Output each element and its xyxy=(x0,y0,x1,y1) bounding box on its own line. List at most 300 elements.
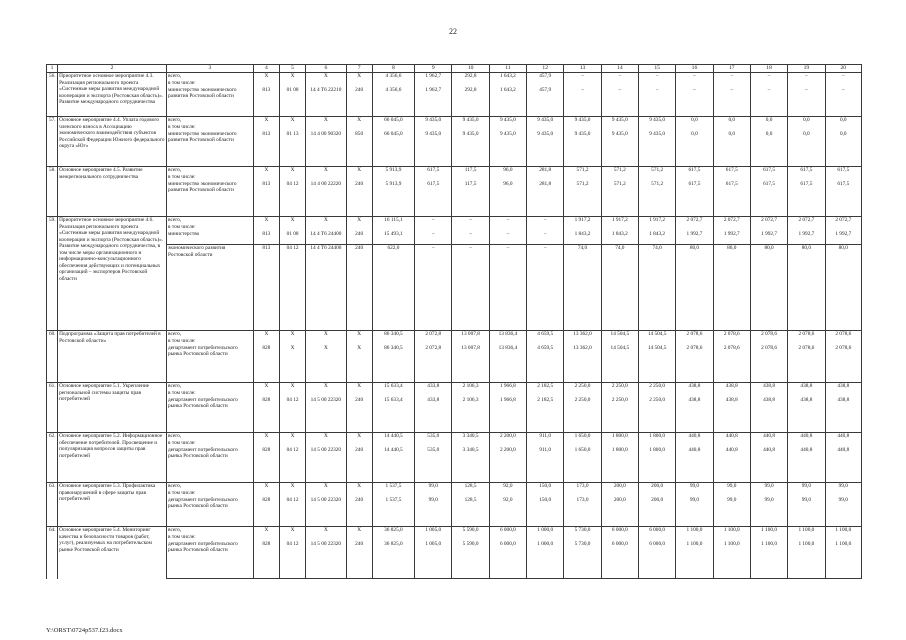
amount-cell: 1 100,0 xyxy=(713,541,750,579)
executor-cell: министерство экономического развития Ростовской области xyxy=(167,181,254,217)
amount-cell: 5 590,0 xyxy=(452,541,489,579)
expense-type-cell: 240 xyxy=(346,181,372,217)
amount-cell: 2 250,0 xyxy=(564,383,601,397)
grbs-code-cell: 813 xyxy=(253,181,279,217)
grbs-code-cell: X xyxy=(253,433,279,447)
amount-cell: 0,0 xyxy=(788,131,825,167)
section-code-cell: X xyxy=(279,167,305,181)
table-row xyxy=(47,483,862,497)
amount-cell: 1 800,0 xyxy=(601,447,638,483)
amount-cell: 200,0 xyxy=(638,497,675,527)
grbs-code-cell: X xyxy=(253,73,279,87)
amount-cell: 438,8 xyxy=(825,397,861,433)
row-number-cell: 60. xyxy=(47,331,58,383)
amount-cell: 13 836,4 xyxy=(489,345,526,383)
amount-cell: 2 106,3 xyxy=(452,383,489,397)
target-article-cell: X xyxy=(306,433,346,447)
executor-cell: всего, в том числе: xyxy=(167,217,254,231)
expense-type-cell: X xyxy=(346,73,372,87)
amount-cell: 9 435,0 xyxy=(601,117,638,131)
amount-cell: 1 100,0 xyxy=(750,541,787,579)
expense-type-cell: X xyxy=(346,117,372,131)
budget-table xyxy=(46,64,862,579)
amount-cell: 457,9 xyxy=(527,73,564,87)
table-row xyxy=(47,117,862,131)
amount-cell: 117,5 xyxy=(452,167,489,181)
amount-cell: 440,8 xyxy=(750,433,787,447)
amount-cell: 9 435,0 xyxy=(489,117,526,131)
target-article-cell: 14 4 Т6 24400 xyxy=(306,245,346,331)
amount-cell: 99,0 xyxy=(788,483,825,497)
column-number-cell: 14 xyxy=(601,65,638,73)
row-number-cell: 64. xyxy=(47,527,58,579)
amount-cell: 617,5 xyxy=(415,181,452,217)
amount-cell: 9 435,0 xyxy=(527,131,564,167)
amount-cell: 4 356,6 xyxy=(372,87,414,117)
expense-type-cell: X xyxy=(346,483,372,497)
target-article-cell: X xyxy=(306,167,346,181)
amount-cell: 2 106,3 xyxy=(452,397,489,433)
section-code-cell: X xyxy=(279,433,305,447)
amount-cell: 2 250,0 xyxy=(564,397,601,433)
amount-cell: 1 966,8 xyxy=(489,397,526,433)
amount-cell: 2 072,7 xyxy=(750,217,787,231)
amount-cell: 440,8 xyxy=(676,447,713,483)
amount-cell: 535,0 xyxy=(415,433,452,447)
page-number: 22 xyxy=(449,27,457,36)
amount-cell: 15 633,4 xyxy=(372,383,414,397)
amount-cell: 96,0 xyxy=(489,167,526,181)
column-number-cell: 16 xyxy=(676,65,713,73)
amount-cell: 438,8 xyxy=(676,397,713,433)
amount-cell: 150,0 xyxy=(527,497,564,527)
amount-cell: 173,0 xyxy=(564,497,601,527)
amount-cell: 150,0 xyxy=(527,483,564,497)
amount-cell: 36 825,0 xyxy=(372,541,414,579)
section-code-cell: 04 12 xyxy=(279,447,305,483)
grbs-code-cell: 813 xyxy=(253,131,279,167)
amount-cell: 911,0 xyxy=(527,447,564,483)
amount-cell: 438,8 xyxy=(713,383,750,397)
target-article-cell: X xyxy=(306,331,346,345)
amount-cell: 9 435,0 xyxy=(489,131,526,167)
grbs-code-cell: 828 xyxy=(253,447,279,483)
amount-cell: – xyxy=(527,245,564,331)
amount-cell: 2 182,5 xyxy=(527,383,564,397)
grbs-code-cell: X xyxy=(253,167,279,181)
amount-cell: – xyxy=(415,217,452,231)
column-number-cell: 19 xyxy=(788,65,825,73)
amount-cell: 3 340,5 xyxy=(452,433,489,447)
amount-cell: 1 992,7 xyxy=(788,231,825,245)
amount-cell: – xyxy=(489,245,526,331)
column-number-cell: 2 xyxy=(58,65,167,73)
amount-cell: 438,8 xyxy=(713,397,750,433)
column-number-cell: 8 xyxy=(372,65,414,73)
amount-cell: 2 182,5 xyxy=(527,397,564,433)
measure-name-cell: Основное мероприятие 4.4. Уплата годового членского взноса в Ассоциацию экономического взаимодействия субъектов Российской Федерации Южного федерального округа «Юг» xyxy=(58,117,167,167)
amount-cell: 99,0 xyxy=(713,497,750,527)
amount-cell: 80,0 xyxy=(676,245,713,331)
amount-cell: 2 250,0 xyxy=(638,383,675,397)
grbs-code-cell: 828 xyxy=(253,397,279,433)
amount-cell: 1 917,2 xyxy=(638,217,675,231)
executor-cell: экономического развития Ростовской области xyxy=(167,245,254,331)
amount-cell: 99,0 xyxy=(415,483,452,497)
executor-cell: всего, в том числе: xyxy=(167,117,254,131)
amount-cell: 200,0 xyxy=(638,483,675,497)
amount-cell: 2 072,8 xyxy=(415,345,452,383)
column-number-cell: 3 xyxy=(167,65,254,73)
amount-cell: 1 537,5 xyxy=(372,497,414,527)
table-row xyxy=(47,231,862,245)
table-row xyxy=(47,167,862,181)
amount-cell: 15 493,1 xyxy=(372,231,414,245)
section-code-cell: X xyxy=(279,217,305,231)
amount-cell: 80,0 xyxy=(825,245,861,331)
amount-cell: 571,2 xyxy=(638,167,675,181)
amount-cell: 1 800,0 xyxy=(601,433,638,447)
amount-cell: 433,8 xyxy=(415,397,452,433)
grbs-code-cell: X xyxy=(253,527,279,541)
amount-cell: 2 078,6 xyxy=(788,345,825,383)
amount-cell: 66 045,0 xyxy=(372,131,414,167)
amount-cell: 281,8 xyxy=(527,181,564,217)
executor-cell: всего, в том числе: xyxy=(167,73,254,87)
amount-cell: 2 078,6 xyxy=(750,331,787,345)
amount-cell: 571,2 xyxy=(564,181,601,217)
amount-cell: 617,5 xyxy=(713,167,750,181)
amount-cell: – xyxy=(638,87,675,117)
amount-cell: 1 100,0 xyxy=(676,527,713,541)
amount-cell: 2 078,6 xyxy=(825,331,861,345)
amount-cell: – xyxy=(452,231,489,245)
amount-cell: 438,8 xyxy=(750,383,787,397)
amount-cell: 14 504,5 xyxy=(638,331,675,345)
target-article-cell: X xyxy=(306,117,346,131)
column-number-cell: 13 xyxy=(564,65,601,73)
amount-cell: 2 078,6 xyxy=(750,345,787,383)
amount-cell: 2 078,6 xyxy=(788,331,825,345)
section-code-cell: X xyxy=(279,345,305,383)
target-article-cell: 14 4 00 90320 xyxy=(306,131,346,167)
amount-cell: 617,5 xyxy=(713,181,750,217)
amount-cell: – xyxy=(564,73,601,87)
amount-cell: 36 825,0 xyxy=(372,527,414,541)
table-row xyxy=(47,73,862,87)
table-row xyxy=(47,331,862,345)
row-number-cell: 58. xyxy=(47,167,58,217)
amount-cell: 1 917,2 xyxy=(564,217,601,231)
amount-cell: 14 504,5 xyxy=(638,345,675,383)
column-number-cell: 17 xyxy=(713,65,750,73)
section-code-cell: X xyxy=(279,73,305,87)
amount-cell: 1 992,7 xyxy=(676,231,713,245)
amount-cell: 1 100,0 xyxy=(788,541,825,579)
amount-cell: 2 250,0 xyxy=(601,383,638,397)
section-code-cell: X xyxy=(279,483,305,497)
amount-cell: 1 800,0 xyxy=(638,447,675,483)
amount-cell: 96,0 xyxy=(489,181,526,217)
executor-cell: департамент потребительского рынка Ростовской области xyxy=(167,397,254,433)
amount-cell: 0,0 xyxy=(750,131,787,167)
table-row xyxy=(47,345,862,383)
column-number-cell: 4 xyxy=(253,65,279,73)
amount-cell: 440,8 xyxy=(825,433,861,447)
amount-cell: 0,0 xyxy=(788,117,825,131)
section-code-cell: 04 12 xyxy=(279,541,305,579)
amount-cell: – xyxy=(601,87,638,117)
amount-cell: – xyxy=(489,217,526,231)
amount-cell: 438,8 xyxy=(788,383,825,397)
amount-cell: 5 913,9 xyxy=(372,181,414,217)
grbs-code-cell: 828 xyxy=(253,541,279,579)
amount-cell: 16 115,1 xyxy=(372,217,414,231)
section-code-cell: 04 12 xyxy=(279,397,305,433)
grbs-code-cell: X xyxy=(253,383,279,397)
measure-name-cell: Приоритетное основное мероприятие 4.6. Реализация регионального проекта «Системные меры развития международной кооперации и экспорта (Ростовская область)». Развитие международного сотрудничества, в том числе меры организационного и информационно-консультационного обеспечения действующих и потенциальных организаций – экспортеров Ростовской области xyxy=(58,217,167,331)
amount-cell: 1 000,0 xyxy=(527,541,564,579)
executor-cell: всего, в том числе: xyxy=(167,383,254,397)
measure-name-cell: Основное мероприятие 5.4. Мониторинг качества и безопасности товаров (работ, услуг), реализуемых на потребительском рынке Ростовской области xyxy=(58,527,167,579)
target-article-cell: 14 4 Т6 22210 xyxy=(306,87,346,117)
column-number-cell: 10 xyxy=(452,65,489,73)
amount-cell: 535,0 xyxy=(415,447,452,483)
expense-type-cell: 240 xyxy=(346,87,372,117)
target-article-cell: 14 5 00 22320 xyxy=(306,497,346,527)
amount-cell: 80,0 xyxy=(713,245,750,331)
amount-cell: 99,0 xyxy=(415,497,452,527)
expense-type-cell: X xyxy=(346,331,372,345)
amount-cell: 99,0 xyxy=(676,483,713,497)
table-row xyxy=(47,397,862,433)
amount-cell: 1 843,2 xyxy=(564,231,601,245)
amount-cell: 617,5 xyxy=(825,167,861,181)
amount-cell: 438,8 xyxy=(750,397,787,433)
amount-cell: 2 072,7 xyxy=(676,217,713,231)
amount-cell: 2 072,7 xyxy=(825,217,861,231)
amount-cell: 200,0 xyxy=(601,497,638,527)
amount-cell: 13 362,0 xyxy=(564,345,601,383)
expense-type-cell: X xyxy=(346,383,372,397)
amount-cell: – xyxy=(638,73,675,87)
column-number-cell: 1 xyxy=(47,65,58,73)
amount-cell: 0,0 xyxy=(750,117,787,131)
amount-cell: 14 504,5 xyxy=(601,345,638,383)
footer-file-path: Y:\ORST\0724p537.f23.docx xyxy=(46,627,123,634)
row-number-cell: 61. xyxy=(47,383,58,433)
amount-cell: 117,5 xyxy=(452,181,489,217)
amount-cell: 571,2 xyxy=(601,167,638,181)
target-article-cell: X xyxy=(306,527,346,541)
row-number-cell: 62. xyxy=(47,433,58,483)
amount-cell: 80,0 xyxy=(788,245,825,331)
table-row xyxy=(47,245,862,331)
amount-cell: 9 435,0 xyxy=(564,117,601,131)
amount-cell: 92,0 xyxy=(489,497,526,527)
executor-cell: департамент потребительского рынка Ростовской области xyxy=(167,345,254,383)
amount-cell: 9 435,0 xyxy=(452,131,489,167)
section-code-cell: 04 12 xyxy=(279,181,305,217)
amount-cell: 617,5 xyxy=(750,167,787,181)
column-number-cell: 15 xyxy=(638,65,675,73)
measure-name-cell: Основное мероприятие 4.5. Развитие межрегионального сотрудничества xyxy=(58,167,167,217)
amount-cell: 14 440,5 xyxy=(372,447,414,483)
amount-cell: 99,0 xyxy=(825,483,861,497)
grbs-code-cell: X xyxy=(253,217,279,231)
amount-cell: 1 005,0 xyxy=(415,541,452,579)
column-number-cell: 20 xyxy=(825,65,861,73)
amount-cell: 128,5 xyxy=(452,483,489,497)
table-row xyxy=(47,217,862,231)
amount-cell: 9 435,0 xyxy=(415,117,452,131)
expense-type-cell: 240 xyxy=(346,497,372,527)
amount-cell: 74,0 xyxy=(638,245,675,331)
amount-cell: 74,0 xyxy=(564,245,601,331)
amount-cell: 622,0 xyxy=(372,245,414,331)
expense-type-cell: 240 xyxy=(346,231,372,245)
amount-cell: 440,8 xyxy=(750,447,787,483)
amount-cell: 617,5 xyxy=(750,181,787,217)
executor-cell: всего, в том числе: xyxy=(167,331,254,345)
column-number-cell: 6 xyxy=(306,65,346,73)
amount-cell: 4 659,5 xyxy=(527,331,564,345)
amount-cell: 4 356,6 xyxy=(372,73,414,87)
column-number-cell: 7 xyxy=(346,65,372,73)
column-number-cell: 12 xyxy=(527,65,564,73)
amount-cell: 66 045,0 xyxy=(372,117,414,131)
expense-type-cell: X xyxy=(346,345,372,383)
amount-cell: 2 078,6 xyxy=(713,331,750,345)
amount-cell: – xyxy=(750,73,787,87)
amount-cell: – xyxy=(825,73,861,87)
amount-cell: 1 100,0 xyxy=(788,527,825,541)
amount-cell: 14 440,5 xyxy=(372,433,414,447)
amount-cell: 571,2 xyxy=(638,181,675,217)
section-code-cell: X xyxy=(279,527,305,541)
amount-cell: 571,2 xyxy=(564,167,601,181)
amount-cell: 440,8 xyxy=(825,447,861,483)
amount-cell: – xyxy=(415,231,452,245)
amount-cell: 2 250,0 xyxy=(638,397,675,433)
amount-cell: 2 078,6 xyxy=(713,345,750,383)
row-number-cell: 59. xyxy=(47,217,58,331)
amount-cell: 9 435,0 xyxy=(452,117,489,131)
amount-cell: – xyxy=(825,87,861,117)
target-article-cell: X xyxy=(306,383,346,397)
amount-cell: 74,0 xyxy=(601,245,638,331)
expense-type-cell: 850 xyxy=(346,131,372,167)
grbs-code-cell: 828 xyxy=(253,345,279,383)
column-number-cell: 9 xyxy=(415,65,452,73)
amount-cell: 13 362,0 xyxy=(564,331,601,345)
amount-cell: 1 650,0 xyxy=(564,447,601,483)
row-number-cell: 63. xyxy=(47,483,58,527)
amount-cell: – xyxy=(415,245,452,331)
amount-cell: 200,0 xyxy=(601,483,638,497)
amount-cell: 9 435,0 xyxy=(601,131,638,167)
amount-cell: 1 643,2 xyxy=(489,87,526,117)
amount-cell: 6 000,0 xyxy=(601,541,638,579)
amount-cell: – xyxy=(750,87,787,117)
amount-cell: 2 078,6 xyxy=(825,345,861,383)
executor-cell: департамент потребительского рынка Ростовской области xyxy=(167,497,254,527)
amount-cell: 15 633,4 xyxy=(372,397,414,433)
amount-cell: 0,0 xyxy=(713,117,750,131)
amount-cell: – xyxy=(527,217,564,231)
row-number-cell: 56. xyxy=(47,73,58,117)
executor-cell: всего, в том числе: xyxy=(167,527,254,541)
expense-type-cell: X xyxy=(346,167,372,181)
section-code-cell: X xyxy=(279,117,305,131)
amount-cell: 1 537,5 xyxy=(372,483,414,497)
amount-cell: 1 843,2 xyxy=(638,231,675,245)
section-code-cell: 01 08 xyxy=(279,231,305,245)
amount-cell: 2 078,6 xyxy=(676,331,713,345)
table-row xyxy=(47,383,862,397)
amount-cell: 1 100,0 xyxy=(750,527,787,541)
table-row xyxy=(47,181,862,217)
amount-cell: 2 072,8 xyxy=(415,331,452,345)
amount-cell: 440,8 xyxy=(788,447,825,483)
measure-name-cell: Приоритетное основное мероприятие 4.3. Реализация регионального проекта «Системные меры развития международной кооперации и экспорта (Ростовская область)». Развитие международного сотрудничества xyxy=(58,73,167,117)
amount-cell: 9 435,0 xyxy=(527,117,564,131)
executor-cell: всего, в том числе: xyxy=(167,167,254,181)
amount-cell: 14 504,5 xyxy=(601,331,638,345)
amount-cell: 1 843,2 xyxy=(601,231,638,245)
grbs-code-cell: 813 xyxy=(253,231,279,245)
section-code-cell: 01 08 xyxy=(279,87,305,117)
amount-cell: – xyxy=(527,231,564,245)
table-row xyxy=(47,541,862,579)
amount-cell: 3 340,5 xyxy=(452,447,489,483)
table-row xyxy=(47,433,862,447)
amount-cell: 2 078,6 xyxy=(676,345,713,383)
section-code-cell: 01 13 xyxy=(279,131,305,167)
amount-cell: 911,0 xyxy=(527,433,564,447)
grbs-code-cell: X xyxy=(253,331,279,345)
section-code-cell: X xyxy=(279,331,305,345)
amount-cell: 292,8 xyxy=(452,87,489,117)
amount-cell: – xyxy=(452,217,489,231)
budget-table-container xyxy=(46,64,862,579)
amount-cell: 1 966,8 xyxy=(489,383,526,397)
grbs-code-cell: X xyxy=(253,483,279,497)
amount-cell: 1 100,0 xyxy=(825,541,861,579)
expense-type-cell: 240 xyxy=(346,541,372,579)
amount-cell: 1 800,0 xyxy=(638,433,675,447)
target-article-cell: X xyxy=(306,73,346,87)
amount-cell: – xyxy=(564,87,601,117)
amount-cell: 9 435,0 xyxy=(564,131,601,167)
section-code-cell: 04 12 xyxy=(279,497,305,527)
measure-name-cell: Основное мероприятие 5.2. Информационное обеспечение потребителей. Просвещение и популяризация вопросов защиты прав потребителей xyxy=(58,433,167,483)
executor-cell: всего, в том числе: xyxy=(167,433,254,447)
amount-cell: 1 100,0 xyxy=(676,541,713,579)
amount-cell: 440,8 xyxy=(713,447,750,483)
measure-name-cell: Основное мероприятие 5.1. Укрепление региональной системы защиты прав потребителей xyxy=(58,383,167,433)
amount-cell: 0,0 xyxy=(825,117,861,131)
amount-cell: 0,0 xyxy=(713,131,750,167)
amount-cell: – xyxy=(489,231,526,245)
expense-type-cell: X xyxy=(346,217,372,231)
amount-cell: 1 650,0 xyxy=(564,433,601,447)
amount-cell: 617,5 xyxy=(415,167,452,181)
amount-cell: 6 000,0 xyxy=(489,541,526,579)
amount-cell: 1 962,7 xyxy=(415,73,452,87)
amount-cell: 617,5 xyxy=(676,181,713,217)
amount-cell: 9 435,0 xyxy=(415,131,452,167)
